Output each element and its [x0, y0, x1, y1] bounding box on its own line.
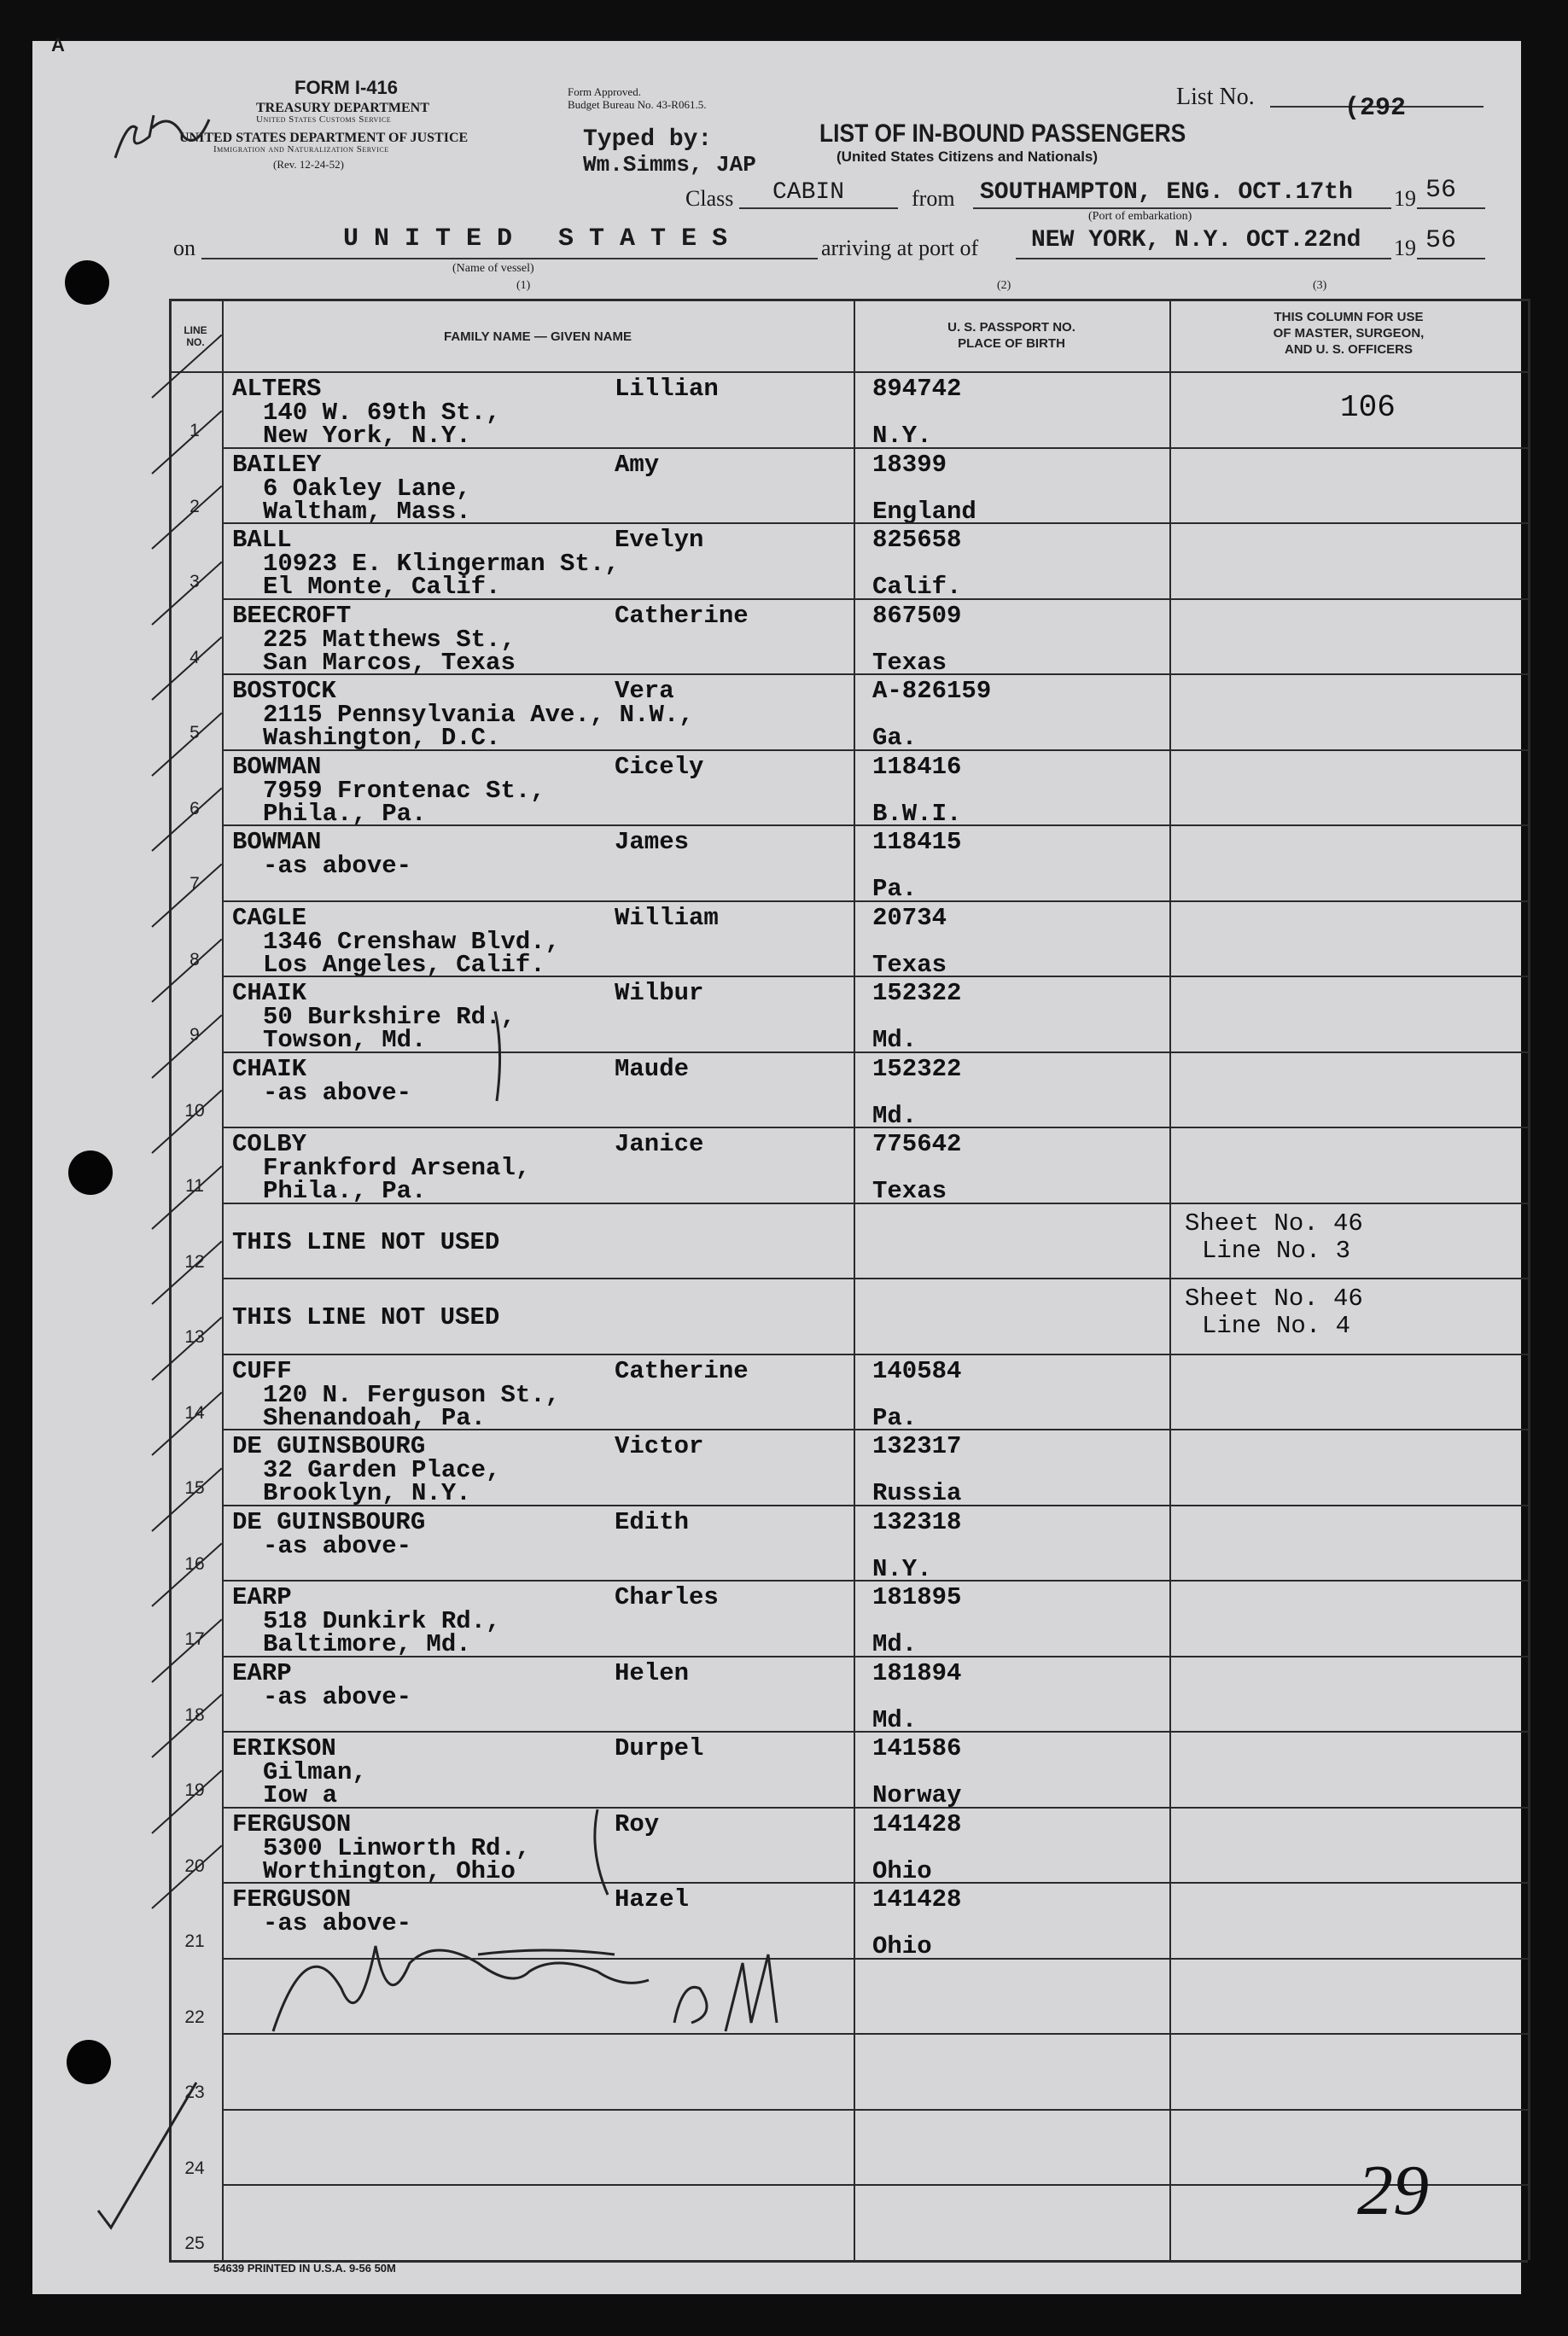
- family-name: CUFF: [232, 1356, 292, 1385]
- row-divider: [222, 749, 1528, 751]
- table-top-border: [169, 299, 1528, 301]
- address-line-1: 120 N. Ferguson St.,: [263, 1380, 561, 1409]
- form-number: FORM I-416: [294, 77, 399, 98]
- line-number: 2: [189, 496, 200, 516]
- row-divider: [222, 1505, 1528, 1506]
- row-divider: [222, 1429, 1528, 1430]
- place-of-birth: Md.: [872, 1026, 918, 1054]
- passport-number: 118415: [872, 828, 962, 856]
- row-divider: [222, 2109, 1528, 2111]
- list-title: LIST OF IN-BOUND PASSENGERS: [819, 119, 1186, 148]
- family-name: ALTERS: [232, 375, 322, 403]
- given-name: Hazel: [615, 1885, 690, 1914]
- address-line-1: Frankford Arsenal,: [263, 1154, 531, 1182]
- place-of-birth: Texas: [872, 950, 947, 979]
- binder-hole-middle: [68, 1151, 113, 1195]
- passport-number: 140584: [872, 1356, 962, 1385]
- form-revision: (Rev. 12-24-52): [273, 158, 344, 171]
- arrival-year-prefix: 19: [1394, 236, 1416, 260]
- place-of-birth: Ohio: [872, 1932, 932, 1960]
- family-name: BAILEY: [232, 450, 322, 479]
- line-number: 9: [189, 1025, 200, 1045]
- header-line-no: LINE NO.: [184, 324, 207, 348]
- from-underline: [973, 207, 1391, 209]
- address-line-2: Los Angeles, Calif.: [263, 950, 545, 979]
- table-row: [169, 2109, 1528, 2185]
- place-of-birth: Pa.: [872, 875, 918, 903]
- place-of-birth: Calif.: [872, 573, 962, 601]
- table-row: [169, 2033, 1528, 2109]
- address-line-2: Waltham, Mass.: [263, 497, 471, 526]
- place-of-birth: Pa.: [872, 1403, 918, 1432]
- place-of-birth: England: [872, 497, 976, 526]
- form-approved: Form Approved.: [568, 85, 641, 98]
- officer-note-2: Line No. 4: [1202, 1312, 1351, 1340]
- line-number: 24: [184, 2158, 205, 2178]
- line-number: 1: [189, 421, 200, 440]
- place-of-birth: Texas: [872, 648, 947, 677]
- address-line-2: Brooklyn, N.Y.: [263, 1479, 471, 1507]
- address-line-2: Washington, D.C.: [263, 724, 501, 752]
- family-name: BOWMAN: [232, 752, 322, 781]
- address-line-1: -as above-: [263, 1682, 412, 1711]
- immigration-service: Immigration and Naturalization Service: [213, 144, 389, 154]
- given-name: Vera: [615, 677, 674, 705]
- given-name: Cicely: [615, 752, 704, 781]
- row-divider: [222, 598, 1528, 600]
- family-name: COLBY: [232, 1130, 307, 1158]
- address-line-1: 32 Garden Place,: [263, 1456, 501, 1484]
- arrival-year-underline: [1417, 258, 1485, 259]
- row-divider: [222, 900, 1528, 902]
- from-year-prefix: 19: [1394, 186, 1416, 211]
- line-number: 25: [184, 2234, 205, 2253]
- vessel-name: U N I T E D S T A T E S: [343, 224, 728, 253]
- line-number: 11: [185, 1176, 204, 1196]
- header-passport-birthplace: U. S. PASSPORT NO. PLACE OF BIRTH: [947, 320, 1075, 351]
- line-number: 4: [189, 647, 200, 667]
- passport-number: 894742: [872, 375, 962, 403]
- row-divider: [222, 673, 1528, 675]
- given-name: Evelyn: [615, 526, 704, 554]
- row-divider: [222, 1882, 1528, 1884]
- address-line-1: -as above-: [263, 852, 412, 880]
- list-no-value: (292: [1344, 94, 1407, 123]
- family-name: FERGUSON: [232, 1809, 352, 1838]
- header-family-given-name: FAMILY NAME — GIVEN NAME: [443, 329, 632, 344]
- table-row: [169, 2184, 1528, 2260]
- address-line-1: 50 Burkshire Rd.,: [263, 1003, 516, 1031]
- officer-note-1: Sheet No. 46: [1185, 1285, 1363, 1313]
- vessel-underline: [201, 258, 818, 259]
- corner-mark: A: [51, 34, 65, 55]
- line-number: 21: [184, 1931, 205, 1951]
- line-number: 10: [184, 1100, 205, 1121]
- family-name: DE GUINSBOURG: [232, 1507, 426, 1536]
- line-number: 18: [184, 1704, 205, 1725]
- passport-number: 141428: [872, 1885, 962, 1914]
- column-number-2: (2): [997, 279, 1011, 292]
- family-name: THIS LINE NOT USED: [232, 1227, 500, 1256]
- row-divider: [222, 1731, 1528, 1733]
- family-name: BOWMAN: [232, 828, 322, 856]
- line-number: 13: [184, 1327, 205, 1347]
- passport-number: A-826159: [872, 677, 992, 705]
- line-number: 16: [184, 1553, 205, 1574]
- place-of-birth: Md.: [872, 1101, 918, 1130]
- budget-bureau: Budget Bureau No. 43-R061.5.: [568, 98, 707, 111]
- row-divider: [222, 1051, 1528, 1053]
- passport-number: 20734: [872, 903, 947, 932]
- address-line-2: San Marcos, Texas: [263, 648, 516, 677]
- row-divider: [222, 1580, 1528, 1582]
- passport-number: 132317: [872, 1432, 962, 1460]
- page-number: 29: [1357, 2151, 1429, 2230]
- address-line-1: 225 Matthews St.,: [263, 625, 516, 654]
- address-line-2: Towson, Md.: [263, 1026, 427, 1054]
- embarkation-port: SOUTHAMPTON, ENG. OCT.17th: [980, 179, 1353, 206]
- line-number: 20: [184, 1855, 205, 1876]
- family-name: BEECROFT: [232, 601, 352, 630]
- place-of-birth: Md.: [872, 1630, 918, 1658]
- row-divider: [222, 824, 1528, 826]
- arriving-label: arriving at port of: [821, 236, 979, 260]
- place-of-birth: Norway: [872, 1781, 962, 1809]
- row-divider: [222, 1958, 1528, 1960]
- passport-number: 141428: [872, 1809, 962, 1838]
- passport-number: 132318: [872, 1507, 962, 1536]
- family-name: FERGUSON: [232, 1885, 352, 1914]
- class-label: Class: [685, 186, 734, 211]
- line-number: 19: [184, 1780, 205, 1800]
- officer-note-2: Line No. 3: [1202, 1236, 1351, 1265]
- row-divider: [222, 1278, 1528, 1279]
- officer-note-1: Sheet No. 46: [1185, 1209, 1363, 1238]
- family-name: BOSTOCK: [232, 677, 336, 705]
- binder-hole-bottom: [67, 2040, 111, 2084]
- on-label: on: [173, 236, 195, 260]
- address-line-2: New York, N.Y.: [263, 422, 471, 450]
- address-line-2: Baltimore, Md.: [263, 1630, 471, 1658]
- place-of-birth: Ga.: [872, 724, 918, 752]
- passport-number: 18399: [872, 450, 947, 479]
- typed-by-label: Typed by:: [583, 126, 713, 153]
- row-divider: [222, 976, 1528, 977]
- vessel-caption: (Name of vessel): [452, 262, 534, 275]
- given-name: Lillian: [615, 375, 719, 403]
- from-year: 56: [1425, 176, 1457, 205]
- table-row: [169, 1731, 1528, 1807]
- line-number: 17: [184, 1629, 205, 1649]
- passport-number: 181894: [872, 1658, 962, 1687]
- header-officers-column: THIS COLUMN FOR USE OF MASTER, SURGEON, AND U. S. OFFICERS: [1273, 310, 1425, 357]
- place-of-birth: Md.: [872, 1705, 918, 1734]
- address-line-1: 7959 Frontenac St.,: [263, 776, 545, 805]
- row-divider: [222, 447, 1528, 449]
- passport-number: 181895: [872, 1583, 962, 1611]
- place-of-birth: Texas: [872, 1177, 947, 1205]
- family-name: CHAIK: [232, 979, 307, 1007]
- row-divider: [222, 522, 1528, 524]
- place-of-birth: Russia: [872, 1479, 962, 1507]
- place-of-birth: B.W.I.: [872, 799, 962, 828]
- justice-dept: UNITED STATES DEPARTMENT OF JUSTICE: [179, 131, 469, 145]
- row-divider: [222, 2184, 1528, 2186]
- passport-number: 867509: [872, 601, 962, 630]
- given-name: Roy: [615, 1809, 660, 1838]
- row-divider: [222, 2033, 1528, 2035]
- officer-note-1: 106: [1340, 390, 1396, 425]
- line-number: 7: [189, 874, 200, 894]
- address-line-1: 518 Dunkirk Rd.,: [263, 1607, 501, 1635]
- address-line-1: 6 Oakley Lane,: [263, 474, 471, 503]
- given-name: William: [615, 903, 719, 932]
- arrival-year: 56: [1425, 226, 1457, 255]
- family-name: CAGLE: [232, 903, 307, 932]
- family-name: DE GUINSBOURG: [232, 1432, 426, 1460]
- family-name: THIS LINE NOT USED: [232, 1303, 500, 1331]
- family-name: ERIKSON: [232, 1734, 336, 1762]
- line-number: 15: [184, 1478, 205, 1498]
- family-name: CHAIK: [232, 1054, 307, 1083]
- port-of-embarkation-caption: (Port of embarkation): [1088, 210, 1192, 223]
- address-line-1: 140 W. 69th St.,: [263, 399, 501, 427]
- row-divider: [222, 1354, 1528, 1355]
- address-line-2: Iow a: [263, 1781, 338, 1809]
- list-subtitle: (United States Citizens and Nationals): [836, 149, 1099, 165]
- table-row: [169, 1958, 1528, 2034]
- address-line-1: Gilman,: [263, 1758, 367, 1786]
- address-line-1: 5300 Linworth Rd.,: [263, 1833, 531, 1862]
- address-line-1: -as above-: [263, 1909, 412, 1937]
- address-line-1: -as above-: [263, 1078, 412, 1107]
- address-line-2: Phila., Pa.: [263, 799, 427, 828]
- line-number: 22: [184, 2007, 205, 2027]
- given-name: James: [615, 828, 690, 856]
- from-year-underline: [1417, 207, 1485, 209]
- line-number: 14: [184, 1402, 205, 1423]
- given-name: Janice: [615, 1130, 704, 1158]
- class-value: CABIN: [772, 179, 845, 206]
- given-name: Amy: [615, 450, 660, 479]
- row-divider: [222, 1807, 1528, 1809]
- line-number: 6: [189, 798, 200, 818]
- binder-hole-top: [65, 260, 109, 305]
- arrival-underline: [1016, 258, 1391, 259]
- family-name: EARP: [232, 1658, 292, 1687]
- class-underline: [739, 207, 898, 209]
- passport-number: 775642: [872, 1130, 962, 1158]
- given-name: Helen: [615, 1658, 690, 1687]
- from-label: from: [912, 186, 955, 211]
- row-divider: [222, 1127, 1528, 1128]
- line-number: 23: [184, 2083, 205, 2102]
- address-line-1: -as above-: [263, 1531, 412, 1560]
- passport-number: 141586: [872, 1734, 962, 1762]
- given-name: Durpel: [615, 1734, 704, 1762]
- family-name: BALL: [232, 526, 292, 554]
- row-divider: [222, 1656, 1528, 1657]
- address-line-2: El Monte, Calif.: [263, 573, 501, 601]
- passport-number: 825658: [872, 526, 962, 554]
- passport-number: 118416: [872, 752, 962, 781]
- column-number-1: (1): [516, 279, 531, 292]
- given-name: Edith: [615, 1507, 690, 1536]
- passport-number: 152322: [872, 1054, 962, 1083]
- arrival-port: NEW YORK, N.Y. OCT.22nd: [1031, 227, 1361, 253]
- passport-number: 152322: [872, 979, 962, 1007]
- customs-service: United States Customs Service: [256, 114, 392, 125]
- address-line-1: 1346 Crenshaw Blvd.,: [263, 927, 561, 956]
- typed-by-name: Wm.Simms, JAP: [583, 152, 756, 178]
- place-of-birth: Ohio: [872, 1856, 932, 1885]
- line-number: 8: [189, 949, 200, 970]
- address-line-1: 2115 Pennsylvania Ave., N.W.,: [263, 701, 694, 729]
- row-divider: [222, 1203, 1528, 1204]
- given-name: Charles: [615, 1583, 719, 1611]
- place-of-birth: N.Y.: [872, 422, 932, 450]
- list-no-label: List No.: [1176, 84, 1255, 110]
- treasury-dept: TREASURY DEPARTMENT: [256, 101, 429, 115]
- printer-footer: 54639 PRINTED IN U.S.A. 9-56 50M: [213, 2262, 396, 2275]
- place-of-birth: N.Y.: [872, 1554, 932, 1583]
- address-line-2: Phila., Pa.: [263, 1177, 427, 1205]
- column-number-3: (3): [1313, 279, 1327, 292]
- family-name: EARP: [232, 1583, 292, 1611]
- address-line-1: 10923 E. Klingerman St.,: [263, 550, 620, 578]
- line-number: 3: [189, 572, 200, 591]
- address-line-2: Worthington, Ohio: [263, 1856, 516, 1885]
- given-name: Victor: [615, 1432, 704, 1460]
- line-number: 5: [189, 723, 200, 743]
- address-line-2: Shenandoah, Pa.: [263, 1403, 487, 1432]
- given-name: Maude: [615, 1054, 690, 1083]
- given-name: Catherine: [615, 601, 749, 630]
- table-right-border: [1528, 299, 1530, 2260]
- given-name: Catherine: [615, 1356, 749, 1385]
- line-number: 12: [184, 1251, 205, 1272]
- given-name: Wilbur: [615, 979, 704, 1007]
